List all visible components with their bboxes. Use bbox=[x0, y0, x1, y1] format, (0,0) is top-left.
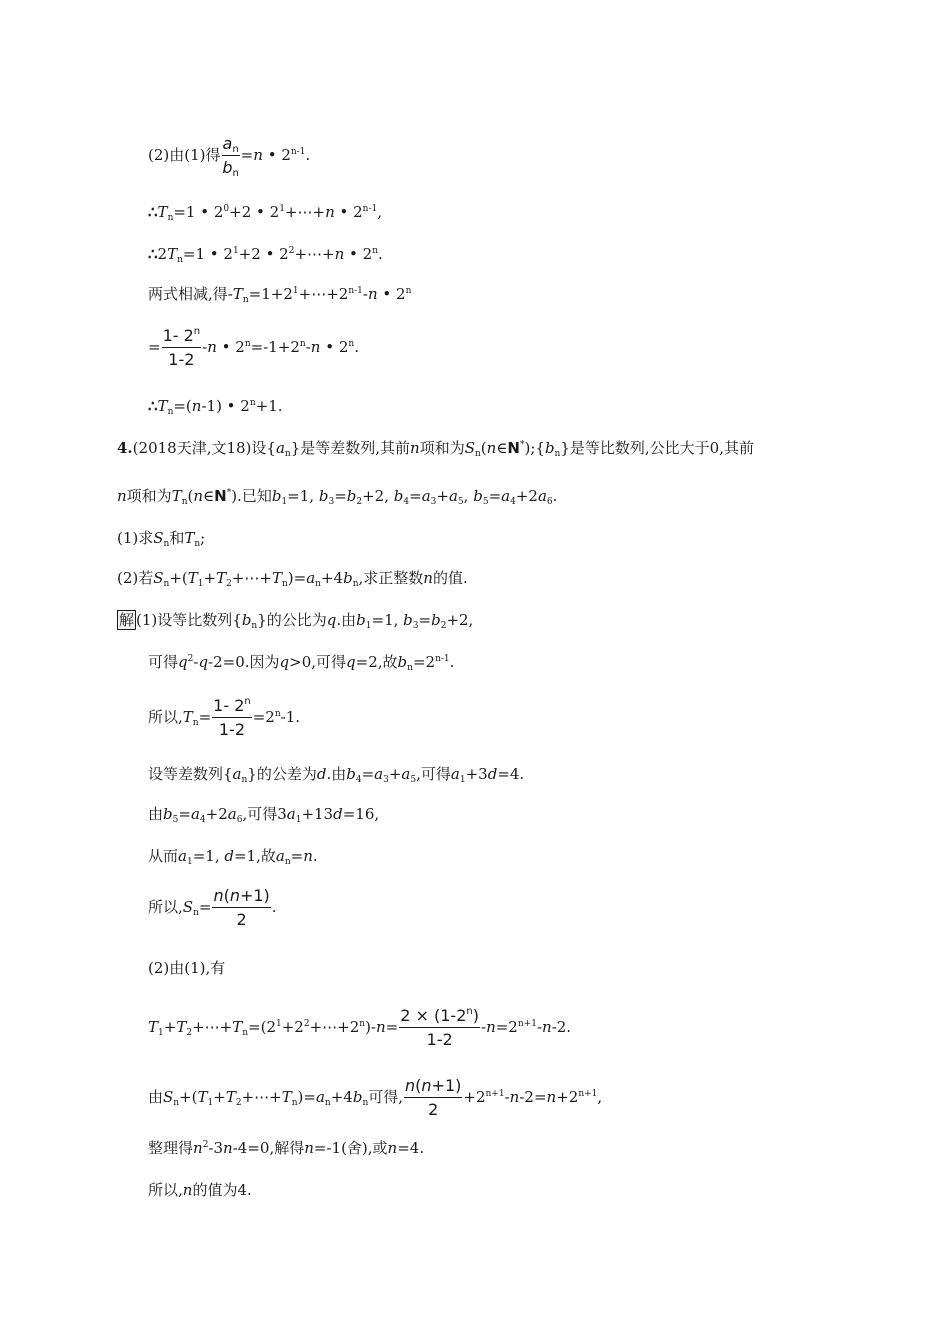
solution-line9: $T_1+T_2+\cdots+T_n=(2^1+2^2+\cdots+2^n)-n=$ $\frac{2 \times (1-2^n)}{1-2}$ $-n=2^{n+1}-n-2$. bbox=[148, 1006, 572, 1049]
question-4-part1: (1)求$S_n$和$T_n$; bbox=[117, 529, 206, 549]
solution-line5: 由$b_5=a_4+2a_6$,可得$3a_1+13d=16$, bbox=[148, 805, 380, 825]
solution-line6: 从而$a_1=1$, d=1,故$a_n=n$. bbox=[148, 847, 318, 867]
solution-line12: 所以,n的值为4. bbox=[148, 1181, 252, 1199]
solution-line8: (2)由(1),有 bbox=[148, 959, 226, 977]
solution-line2: 可得$q^2-q-2=0$.因为q>0,可得q=2,故$b_n=2^{n-1}$. bbox=[148, 653, 455, 673]
solution-line7: 所以$,S_n=$ $\frac{n(n+1)}{2}$ . bbox=[148, 886, 277, 929]
fraction-n-n-plus-1: $\frac{n(n+1)}{2}$ bbox=[405, 1076, 462, 1119]
step-geometric-sum: = $\frac{1- 2^n}{1-2}$ -n • $2^n=-1+2^n-n$ • 2$^n$. bbox=[148, 326, 359, 369]
fraction-Sn: $\frac{n(n+1)}{2}$ bbox=[213, 886, 270, 929]
step-result: $\therefore T_n=(n-1)$ • $2^n+1$. bbox=[148, 397, 283, 417]
step-subtract: 两式相减,得$-T_n=1+2^1+\cdots+2^{n-1}-n$ • 2$^n$ bbox=[148, 285, 412, 305]
solution-line3: 所以$,T_n=$ $\frac{1- 2^n}{1-2}$ $=2^n-1$. bbox=[148, 696, 301, 739]
step-Tn: $\therefore T_n=1$ • $2^0+2$ • $2^1+\cdots+n$ • 2$^{n-1}$, bbox=[148, 203, 383, 223]
question-4-line2: n项和为$T_n(n\in N^*)$.已知$b_1=1$, $b_3=b_2+2$, $b_4=a_3+a_5$, $b_5=a_4+2a_6$. bbox=[117, 487, 558, 507]
question-4-part2: (2)若$S_n+(T_1+T_2+\cdots+T_n)=a_n+4b_n$,求正整数n的值. bbox=[117, 569, 468, 589]
solution-line11: 整理得$n^2-3n-4=0$,解得n=-1(舍),或n=4. bbox=[148, 1139, 425, 1157]
solution-line4: 设等差数列$\{a_n\}$的公差为d.由$b_4=a_3+a_5$,可得$a_1+3d=4$. bbox=[148, 765, 525, 785]
solution-line10: 由$S_n+(T_1+T_2+\cdots+T_n)=a_n+4b_n$可得, $\frac{n(n+1)}{2}$ $+2^{n+1}-n-2=n+2^{n+1}$, bbox=[148, 1076, 603, 1119]
fraction-sum-Tn: $\frac{2 \times (1-2^n)}{1-2}$ bbox=[400, 1006, 479, 1049]
question-4-line1: 4.(2018天津,文18)设$\{a_n\}$是等差数列,其前n项和为$S_n(n\in N^*);\{b_n\}$是等比数列,公比大于0,其前 bbox=[117, 439, 754, 459]
fraction-Tn: $\frac{1- 2^n}{1-2}$ bbox=[213, 696, 251, 739]
solution-marker: 解 bbox=[119, 611, 135, 629]
solution-line1: 解 (1)设等比数列$\{b_n\}$的公比为q.由$b_1=1$, $b_3=b_2+2$, bbox=[119, 611, 474, 631]
fraction-geometric: $\frac{1- 2^n}{1-2}$ bbox=[162, 326, 201, 369]
step-ratio: (2)由(1)得 $\frac{a_n}{b_n}$ =n • 2$^{n-1}$. bbox=[148, 134, 311, 179]
fraction-an-over-bn: $\frac{a_n}{b_n}$ bbox=[222, 134, 239, 179]
step-2Tn: $\therefore 2T_n=1$ • $2^1+2$ • $2^2+\cdots+n$ • 2$^n$. bbox=[148, 245, 383, 265]
